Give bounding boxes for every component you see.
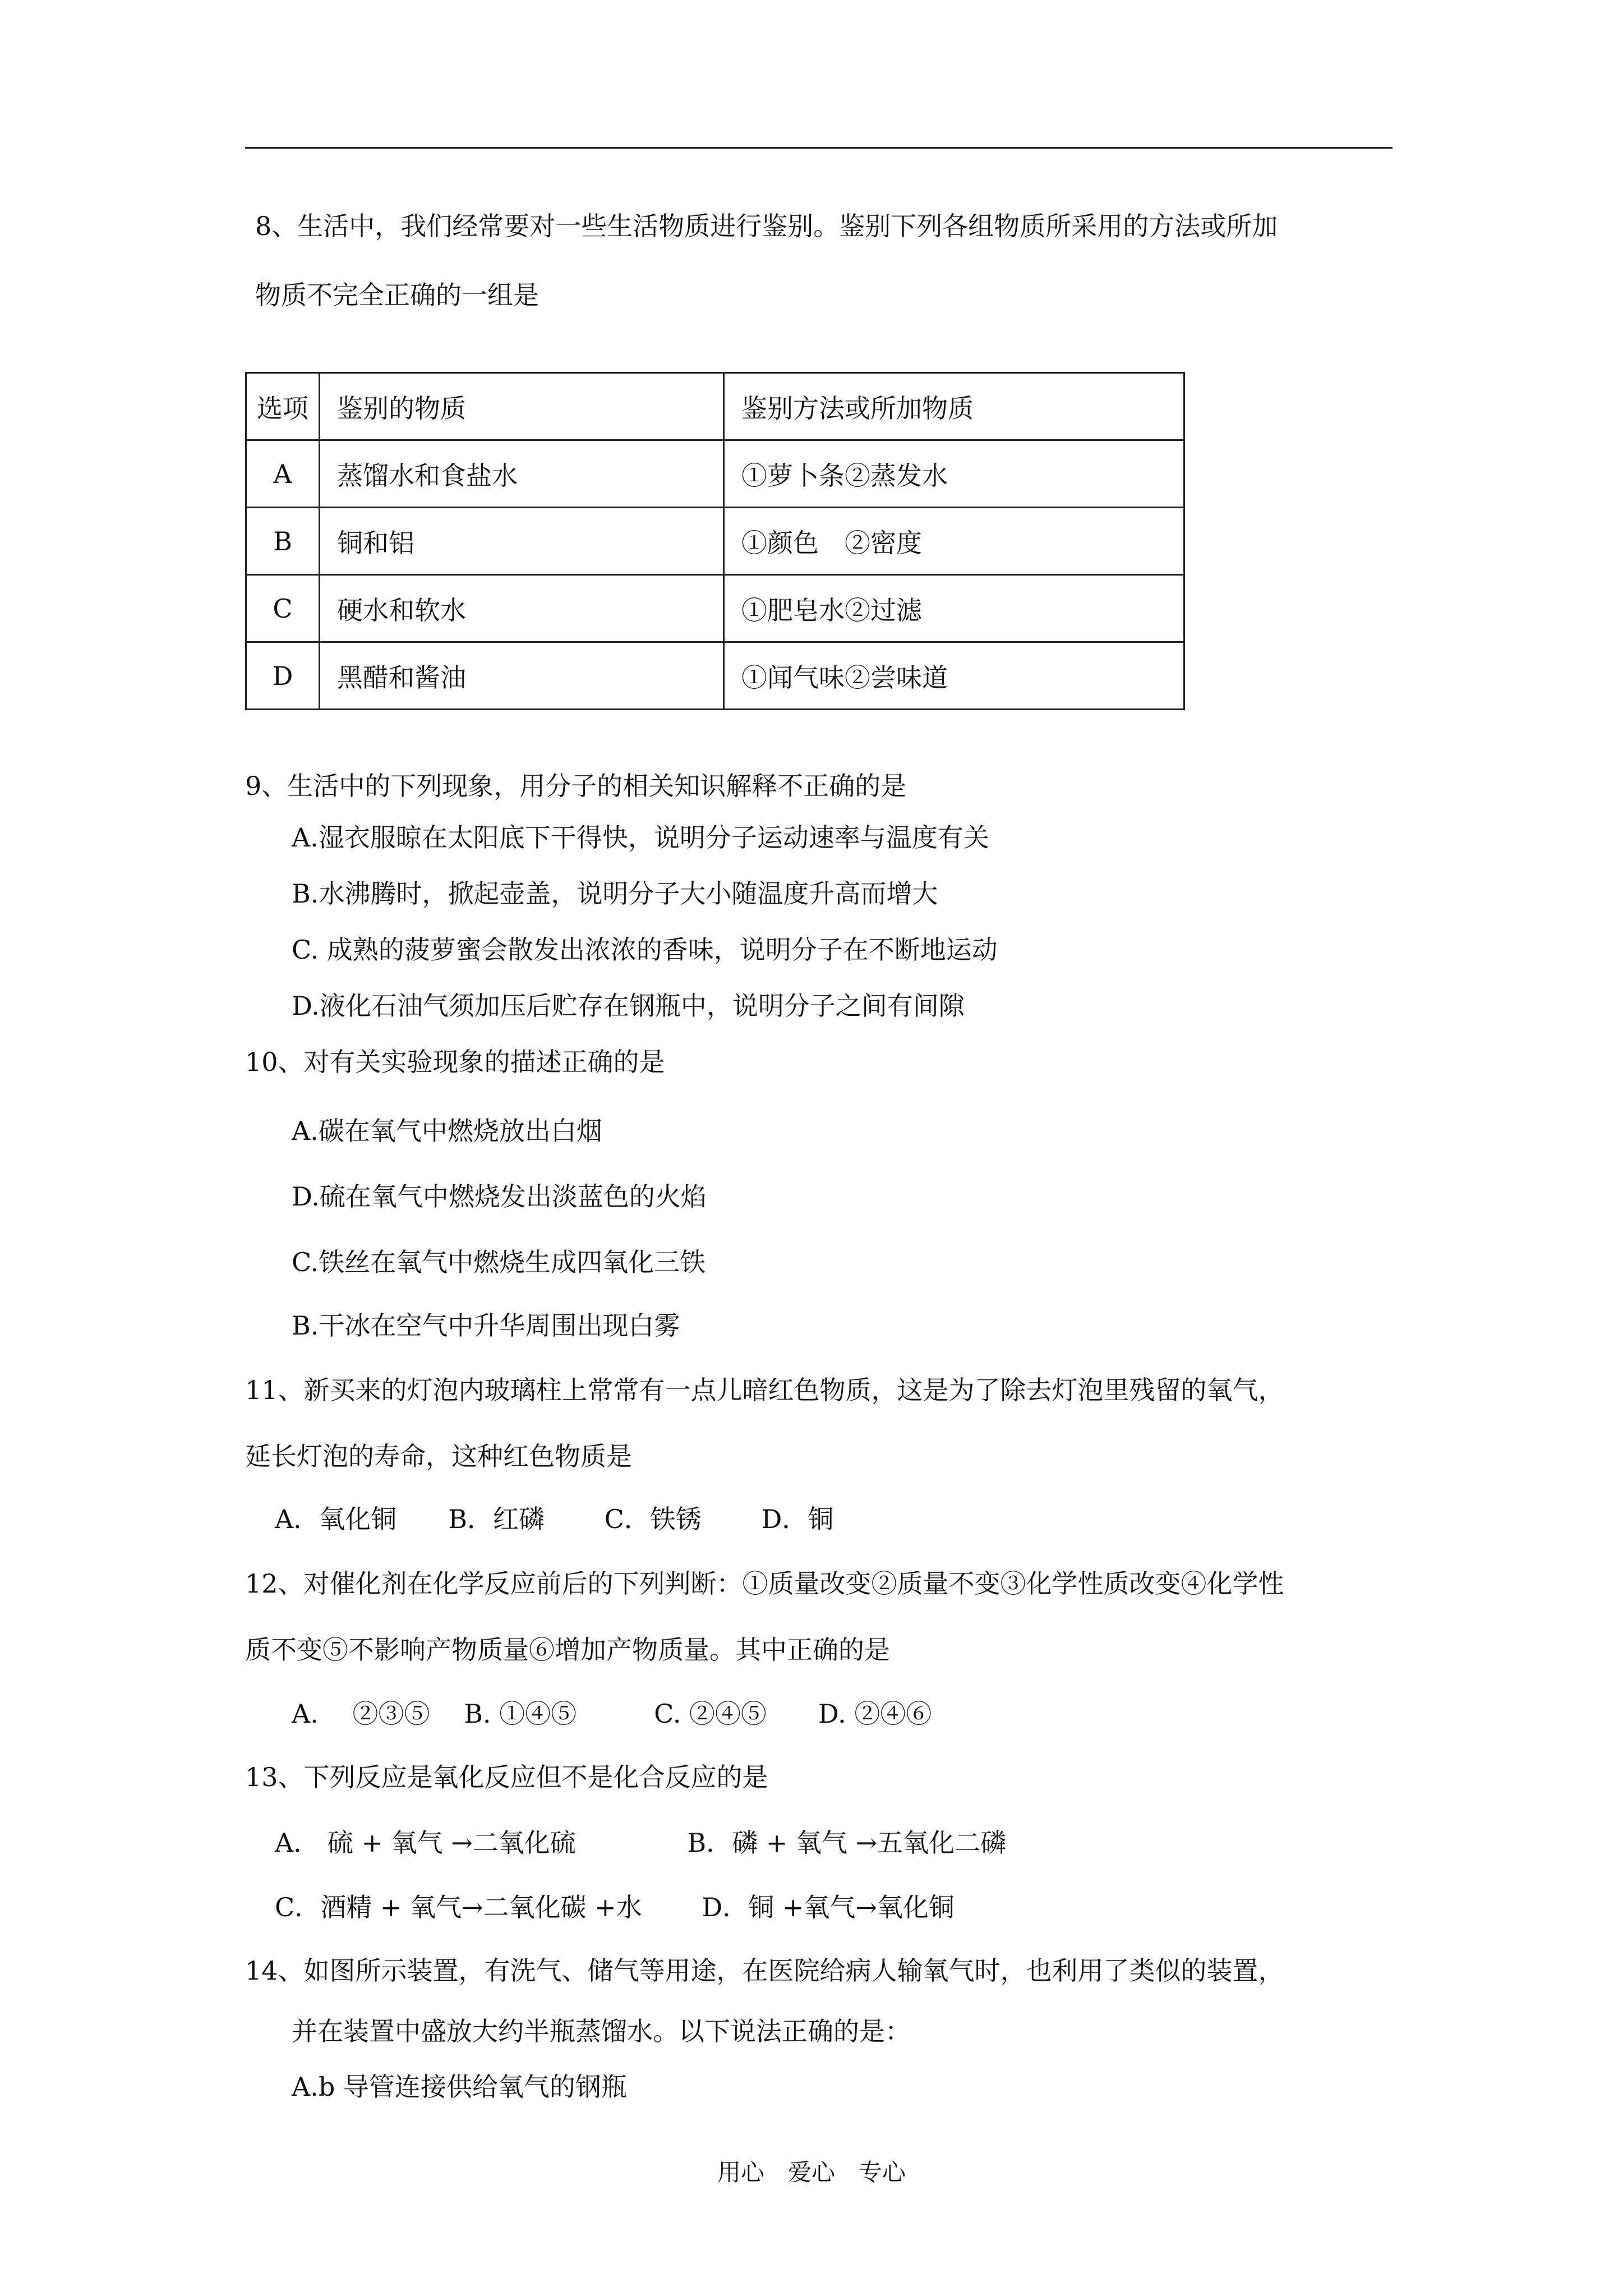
table-cell: ①颜色 ②密度 — [724, 508, 1184, 575]
q9-stem: 9、生活中的下列现象，用分子的相关知识解释不正确的是 — [245, 771, 907, 801]
q9-option-d: D.液化石油气须加压后贮存在钢瓶中，说明分子之间有间隙 — [292, 991, 965, 1021]
table-cell: 蒸馏水和食盐水 — [320, 440, 724, 508]
table-cell: ①闻气味②尝味道 — [724, 642, 1184, 710]
q12-stem-line1: 12、对催化剂在化学反应前后的下列判断：①质量改变②质量不变③化学性质改变④化学性 — [245, 1568, 1284, 1599]
table-header-cell: 鉴别的物质 — [320, 373, 724, 440]
q11-options: A．氧化铜 B．红磷 C．铁锈 D．铜 — [275, 1504, 834, 1534]
q13-options-row2: C．酒精 + 氧气→二氧化碳 +水 D．铜 +氧气→氧化铜 — [275, 1892, 955, 1922]
table-cell: ①肥皂水②过滤 — [724, 575, 1184, 642]
header-rule — [245, 147, 1393, 149]
table-row — [246, 440, 1184, 508]
page-footer: 用心 爱心 专心 — [717, 2159, 906, 2186]
q10-stem: 10、对有关实验现象的描述正确的是 — [245, 1047, 665, 1077]
table-cell: 硬水和软水 — [320, 575, 724, 642]
q12-stem-line2: 质不变⑤不影响产物质量⑥增加产物质量。其中正确的是 — [245, 1635, 890, 1665]
q12-options: A. ②③⑤ B. ①④⑤ C. ②④⑤ D. ②④⑥ — [292, 1699, 932, 1729]
table-cell: A — [246, 440, 320, 508]
q13-stem: 13、下列反应是氧化反应但不是化合反应的是 — [245, 1762, 768, 1792]
q10-option-4: B.干冰在空气中升华周围出现白雾 — [292, 1310, 680, 1341]
q9-option-b: B.水沸腾时，掀起壶盖，说明分子大小随温度升高而增大 — [292, 878, 938, 909]
q8-stem-line2: 物质不完全正确的一组是 — [255, 280, 539, 310]
q11-stem-line1: 11、新买来的灯泡内玻璃柱上常常有一点儿暗红色物质，这是为了除去灯泡里残留的氧气， — [245, 1375, 1284, 1405]
q14-stem-line1: 14、如图所示装置，有洗气、储气等用途，在医院给病人输氧气时，也利用了类似的装置， — [245, 1955, 1284, 1986]
q13-options-row1: A． 硫 + 氧气 →二氧化硫 B．磷 + 氧气 →五氧化二磷 — [275, 1828, 1007, 1858]
q10-option-3: C.铁丝在氧气中燃烧生成四氧化三铁 — [292, 1247, 706, 1277]
q14-option-a: A.b 导管连接供给氧气的钢瓶 — [292, 2072, 627, 2102]
table-header-cell: 鉴别方法或所加物质 — [724, 373, 1184, 440]
table-header-cell: 选项 — [246, 373, 320, 440]
q9-option-a: A.湿衣服晾在太阳底下干得快，说明分子运动速率与温度有关 — [292, 822, 989, 853]
q11-stem-line2: 延长灯泡的寿命，这种红色物质是 — [245, 1441, 632, 1471]
table-row — [246, 508, 1184, 575]
table-cell: 黑醋和酱油 — [320, 642, 724, 710]
q10-option-1: A.碳在氧气中燃烧放出白烟 — [292, 1116, 602, 1146]
table-row — [246, 575, 1184, 642]
table-cell: C — [246, 575, 320, 642]
q8-table — [245, 372, 1185, 710]
q8-stem-line1: 8、生活中，我们经常要对一些生活物质进行鉴别。鉴别下列各组物质所采用的方法或所加 — [255, 211, 1278, 241]
table-cell: D — [246, 642, 320, 710]
table-header-row — [246, 373, 1184, 440]
table-cell: B — [246, 508, 320, 575]
table-cell: 铜和铝 — [320, 508, 724, 575]
table-row — [246, 642, 1184, 710]
table-cell: ①萝卜条②蒸发水 — [724, 440, 1184, 508]
q14-stem-line2: 并在装置中盛放大约半瓶蒸馏水。以下说法正确的是： — [292, 2016, 911, 2046]
q9-option-c: C. 成熟的菠萝蜜会散发出浓浓的香味，说明分子在不断地运动 — [292, 935, 998, 965]
q10-option-2: D.硫在氧气中燃烧发出淡蓝色的火焰 — [292, 1181, 707, 1212]
